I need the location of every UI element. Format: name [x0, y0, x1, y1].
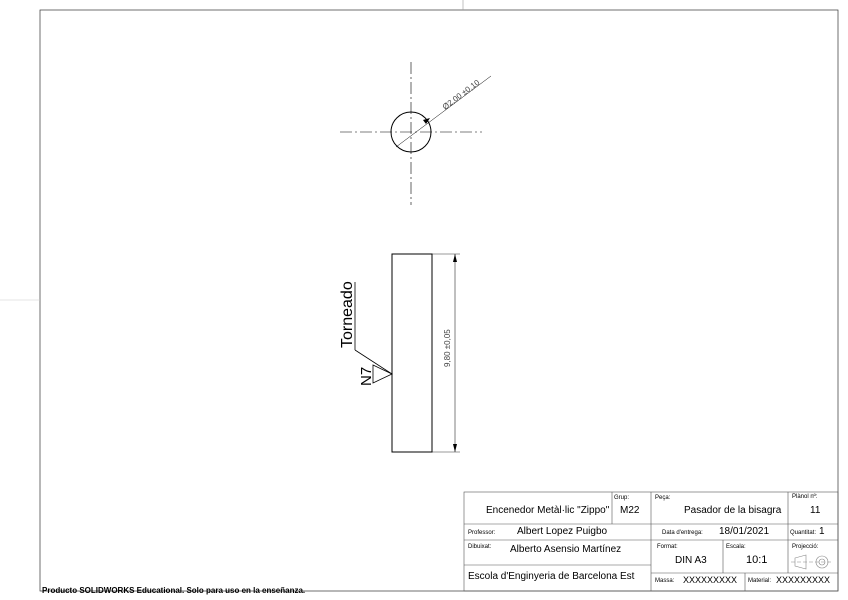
projection-symbol: [791, 555, 833, 569]
plano-value: 11: [810, 505, 821, 516]
format-label: Format:: [657, 544, 678, 550]
dibuixat-value: Alberto Asensio Martínez: [510, 544, 622, 555]
grup-value: M22: [620, 505, 640, 516]
professor-label: Professor:: [468, 530, 496, 536]
massa-label: Massa:: [655, 578, 675, 584]
peca-value: Pasador de la bisagra: [684, 505, 782, 516]
projeccio-label: Projecció:: [792, 544, 819, 550]
material-label: Material:: [748, 578, 772, 584]
quantitat-label: Quantitat:: [790, 530, 817, 536]
data-entrega-value: 18/01/2021: [719, 526, 770, 537]
professor-value: Albert Lopez Puigbo: [517, 526, 608, 537]
peca-label: Peça:: [655, 495, 671, 501]
educational-watermark: Producto SOLIDWORKS Educational. Solo para uso en la enseñanza.: [42, 586, 306, 595]
roughness-grade-label: N7: [358, 366, 375, 386]
data-entrega-label: Data d'entrega:: [662, 530, 703, 536]
material-value: XXXXXXXXX: [776, 575, 831, 585]
drawing-border: [40, 10, 838, 591]
diameter-dimension: Ø2,00 ±0,10: [440, 77, 482, 112]
escala-label: Escala:: [726, 544, 746, 550]
finish-process-label: Torneado: [339, 281, 356, 348]
dibuixat-label: Dibuixat:: [468, 544, 492, 550]
escala-value: 10:1: [746, 554, 768, 566]
product-name: Encenedor Metàl·lic "Zippo": [486, 505, 610, 516]
length-dimension: 9,80 ±0,05: [443, 329, 452, 367]
pin-side-view: [392, 254, 432, 452]
quantitat-value: 1: [819, 526, 825, 537]
massa-value: XXXXXXXXX: [683, 575, 738, 585]
grup-label: Grup:: [614, 495, 630, 501]
format-value: DIN A3: [675, 555, 707, 566]
school-name: Escola d'Enginyeria de Barcelona Est: [468, 571, 635, 582]
plano-label: Plànol nº:: [792, 494, 818, 500]
